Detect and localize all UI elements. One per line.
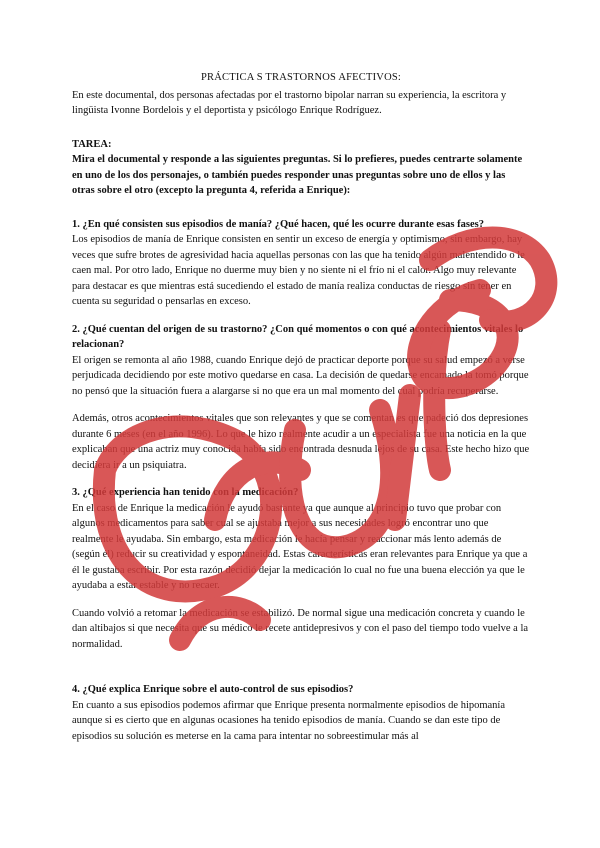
document-title: PRÁCTICA S TRASTORNOS AFECTIVOS: [200, 72, 402, 83]
answer-1: Los episodios de manía de Enrique consisten en sentir un exceso de energía y optimismo, sin embargo, hay veces que sufre brotes de agresividad hacia aquellas personas con las que ha tenido algún malentendido o le caen mal. Por otro lado, Enrique no duerme muy bien y no siente ni el frío ni el calor. Algo muy relevante para destacar es que mientras está sucediendo el estado de manía realiza conductas de riesgo sin tener en cuenta su seguridad o pensarlas en exceso. [72, 234, 525, 307]
tarea-heading: TAREA: [72, 138, 112, 150]
answer-3-part-1: En el caso de Enrique la medicación le ayudó bastante ya que aunque al principio tuvo que probar con algunos medicamentos para saber cual se ajustaba mejor a sus necesidades logró encontrar uno que realmente le ayudaba. Sin embargo, esta medicación le hacía pensar y reaccionar más lento además de (según él) reducir su creatividad y espontaneidad. Estas características eran relevantes para Enrique ya que a él le gustaba escribir. Por esta razón decidió dejar la medicación lo cual no fue una buena elección ya que le ayudaba a estar estable y no recaer. [72, 502, 528, 591]
question-4: 4. ¿Qué explica Enrique sobre el auto-control de sus episodios? [72, 684, 354, 695]
intro-paragraph: En este documental, dos personas afectadas por el trastorno bipolar narran su experiencia, la escritora y lingüista Ivonne Bordelois y el deportista y psicólogo Enrique Rodríguez. [72, 89, 507, 116]
question-1: 1. ¿En qué consisten sus episodios de manía? ¿Qué hacen, qué les ocurre durante esas fases? [72, 218, 484, 230]
answer-2-part-1: El origen se remonta al año 1988, cuando Enrique dejó de practicar deporte porque su salud empezó a verse perjudicada decidiendo por este motivo quedarse en casa. La decisión de quedarse encamado la tomó porque no pensó que la situación fuera a alargarse si no que era un mal momento del cual podría recuperarse. [72, 354, 529, 397]
document-content [72, 70, 530, 744]
tarea-text: Mira el documental y responde a las siguientes preguntas. Si lo prefieres, puedes centrarte solamente en uno de los dos personajes, o también puedes responder unas preguntas sobre uno de ellos y las otras sobre el otro (excepto la pregunta 4, referida a Enrique): [72, 154, 523, 196]
question-2: 2. ¿Qué cuentan del origen de su trastorno? ¿Con qué momentos o con qué acontecimientos vitales lo relacionan? [72, 323, 524, 350]
question-3: 3. ¿Qué experiencia han tenido con la medicación? [72, 487, 299, 498]
answer-3-part-2: Cuando volvió a retomar la medicación se estabilizó. De normal sigue una medicación concreta y cuando le dan altibajos si que necesita que su médico le recete antidepresivos y con el paso del tiempo todo vuelve a la normalidad. [72, 607, 529, 650]
answer-4: En cuanto a sus episodios podemos afirmar que Enrique presenta normalmente episodios de hipomanía aunque si es cierto que en algunas ocasiones ha tenido episodios de manía. Cuando se dan este tipo de episodios su solución es meterse en la cama para intentar no sobreestimular más al [72, 699, 506, 742]
answer-2-part-2: Además, otros acontecimientos vitales que son relevantes y que se comentan es que padeció dos depresiones durante 6 meses (en el año 1996). Lo que le hizo realmente acudir a un especialista fue una noticia en la que explicaban que una actriz muy conocida había sido encontrada desnuda lejos de su casa. Este hecho hizo que decidiera ir a un psiquiatra. [72, 413, 530, 471]
